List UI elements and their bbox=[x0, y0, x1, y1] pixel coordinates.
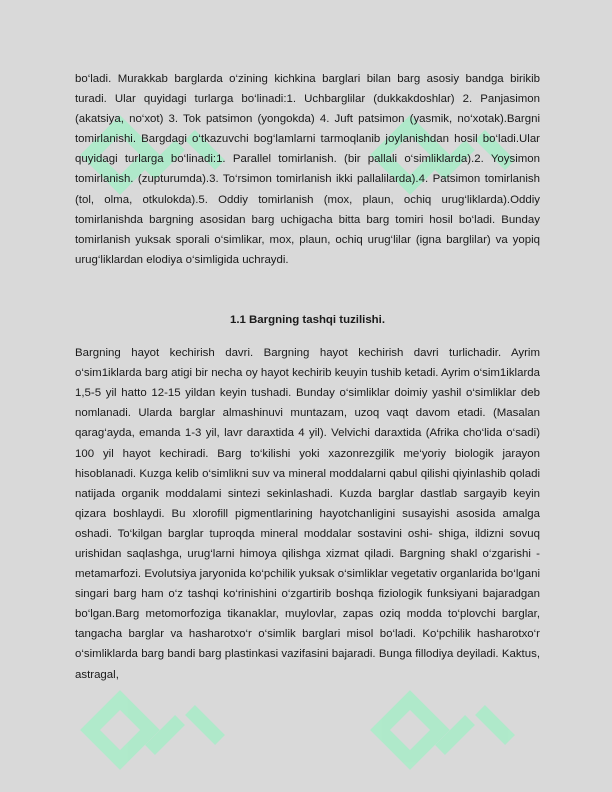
watermark-logo-icon bbox=[80, 690, 240, 790]
page-content bbox=[75, 69, 540, 685]
watermark-logo-icon bbox=[370, 690, 530, 790]
body-paragraph-1: bo‘ladi. Murakkab barglarda o‘zining kichkina barglari bilan barg asosiy bandga birikib turadi. Ular quyidagi turlarga bo‘linadi:1. Uchbarglilar (dukkakdoshlar) 2. Panjasimon (akatsiya, no‘xot) 3. Tok patsimon (yongokda) 4. Juft patsimon (yasmik, no‘xotak).Bargni tomirlanishi. Bargdagi o‘tkazuvchi bog‘lamlarni tarmoqlanib joylanishdan hosil bo‘ladi.Ular quyidagi turlarga bo‘linadi:1. Parallel tomirlanish. (bir pallali o‘simliklarda).2. Yoysimon tomirlanish. (zupturumda).3. To‘rsimon tomirlanish ikki pallalilarda).4. Patsimon tomirlanish (tol, olma, otkulokda).5. Oddiy tomirlanish (mox, plaun, ochiq urug‘liklarda).Oddiy tomirlanishda bargning asosidan barg uchigacha bitta barg tomiri hosil bo‘ladi. Bunday tomirlanish yuksak sporali o‘simlikar, mox, plaun, ochiq urug‘lilar (igna barglilar) va yopiq urug‘liklardan elodiya o‘simligida uchraydi. bbox=[75, 73, 540, 266]
section-heading: 1.1 Bargning tashqi tuzilishi. bbox=[229, 313, 386, 326]
body-paragraph-2: Bargning hayot kechirish davri. Bargning hayot kechirish davri turlichadir. Ayrim o‘sim1iklarda barg atigi bir necha oy hayot kechirib keuyin tushib ketadi. Ayrim o‘sim1iklarda 1,5-5 yil hatto 12-15 yildan keyin tushadi. Bunday o‘simliklar doimiy yashil o‘simliklar deb nomlanadi. Ularda barglar almashinuvi muntazam, uzoq vaqt davom etadi. (Masalan qarag‘ayda, emanda 1-3 yil, lavr daraxtida 4 yil). Velvichi daraxtida (Afrika cho‘lida o‘sadi) 100 yil hayot kechiradi. Barg to‘kilishi yoki xazonrezgilik me‘yoriy biologik jarayon hisoblanadi. Kuzga kelib o‘simlikni suv va mineral moddalarni qabul qilishi qiyinlashib qoladi natijada organik moddalami sintezi sekinlashadi. Kuzda barglar dastlab sargayib keyin qizara boshlaydi. Bu xlorofill pigmentlarining hayotchanligini susayishi asosida amalga oshadi. To‘kilgan barglar tuproqda mineral moddalar sostavini oshi- shiga, ildizni sovuq urishidan saqlashga, urug‘larni himoya qilishga xizmat qiladi. Bargning shakl o‘zgarishi - metamarfozi. Evolutsiya jaryonida ko‘pchilik yuksak o‘simliklar vegetativ organlarida bo‘lgani singari barg ham o‘z tashqi ko‘rinishini o‘zgartirib boshqa fiziologik funksiyani bajaradgan bo‘lgan.Barg metomorfoziga tikanaklar, muylovlar, zapas oziq modda to‘plovchi barglar, tangacha barglar va hasharotxo‘r o‘simlik barglari misol bo‘ladi. Ko‘pchilik hasharotxo‘r o‘simliklarda barg bandi barg plastinkasi vazifasini bajaradi. Bunga fillodiya deyiladi. Kaktus, astragal, bbox=[75, 347, 540, 681]
